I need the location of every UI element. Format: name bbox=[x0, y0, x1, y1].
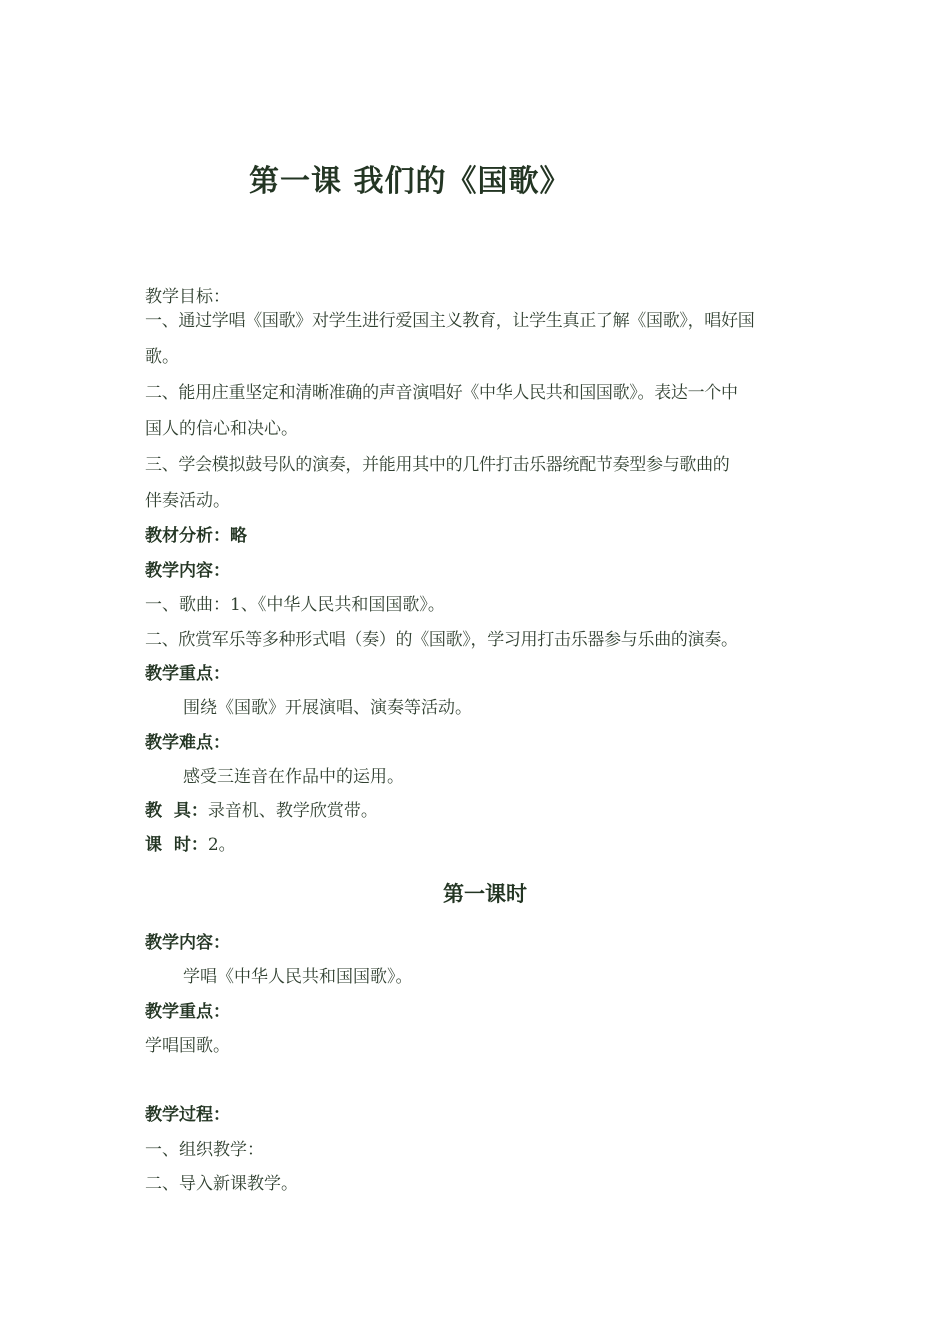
objective-3-line-2: 伴奏活动。 bbox=[145, 491, 230, 511]
difficulty-label: 教学难点： bbox=[145, 733, 230, 753]
lesson-1-key-label: 教学重点： bbox=[145, 1002, 230, 1022]
material-analysis: 教材分析：略 bbox=[145, 526, 247, 546]
objective-3-line-1: 三、学会模拟鼓号队的演奏，并能用其中的几件打击乐器统配节奏型参与歌曲的 bbox=[145, 455, 730, 475]
objective-2-line-1: 二、能用庄重坚定和清晰准确的声音演唱好《中华人民共和国国歌》。表达一个中 bbox=[145, 383, 738, 403]
class-hours bbox=[145, 834, 236, 856]
hours-label: 课 时： bbox=[145, 835, 208, 855]
process-step-1: 一、组织教学： bbox=[145, 1140, 264, 1160]
key-point-text: 围绕《国歌》开展演唱、演奏等活动。 bbox=[183, 698, 472, 718]
objectives-label: 教学目标： bbox=[145, 287, 230, 307]
difficulty-text: 感受三连音在作品中的运用。 bbox=[183, 767, 404, 787]
hours-text: 2。 bbox=[207, 835, 236, 855]
lesson-title: 第一课 我们的《国歌》 bbox=[249, 164, 571, 199]
objective-1-line-2: 歌。 bbox=[145, 347, 179, 367]
objective-1-line-1: 一、通过学唱《国歌》对学生进行爱国主义教育，让学生真正了解《国歌》，唱好国 bbox=[145, 311, 755, 331]
tools-label: 教 具： bbox=[145, 801, 208, 821]
content-label: 教学内容： bbox=[145, 561, 230, 581]
lesson-1-key-text: 学唱国歌。 bbox=[145, 1036, 230, 1056]
process-label: 教学过程： bbox=[145, 1105, 230, 1125]
objective-2-line-2: 国人的信心和决心。 bbox=[145, 419, 298, 439]
key-point-label: 教学重点： bbox=[145, 664, 230, 684]
teaching-tools bbox=[145, 800, 378, 822]
lesson-1-content-label: 教学内容： bbox=[145, 933, 230, 953]
tools-text: 录音机、教学欣赏带。 bbox=[207, 801, 378, 821]
content-item-1: 一、歌曲：1、《中华人民共和国国歌》。 bbox=[145, 595, 445, 615]
lesson-1-content-text: 学唱《中华人民共和国国歌》。 bbox=[183, 967, 413, 987]
lesson-1-title: 第一课时 bbox=[443, 882, 527, 906]
process-step-2: 二、导入新课教学。 bbox=[145, 1174, 298, 1194]
content-item-2: 二、欣赏军乐等多种形式唱（奏）的《国歌》，学习用打击乐器参与乐曲的演奏。 bbox=[145, 630, 738, 650]
